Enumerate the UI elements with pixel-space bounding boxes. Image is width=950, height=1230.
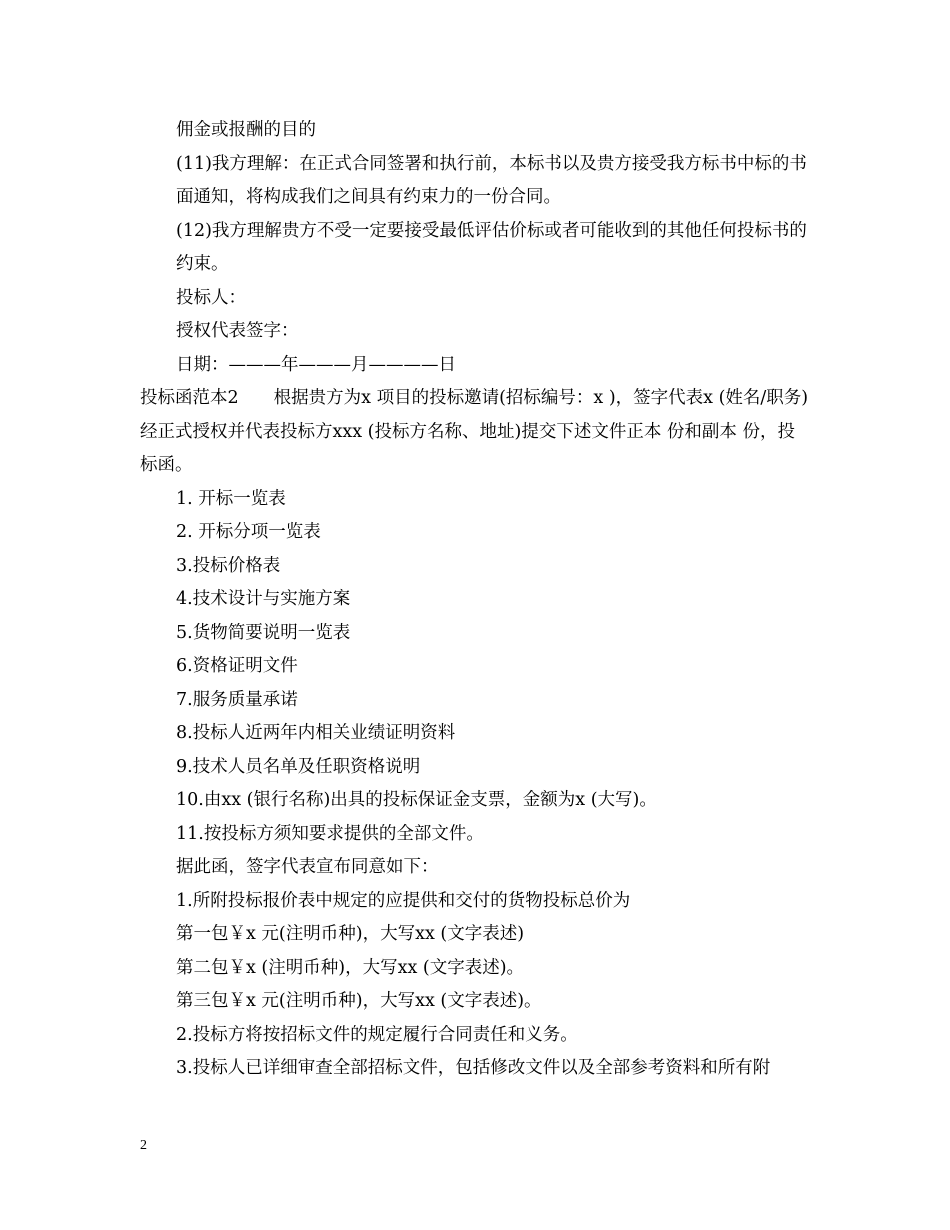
document-body [140,114,812,1086]
list-item: 3.投标人已详细审查全部招标文件，包括修改文件以及全部参考资料和所有附 [176,1058,771,1078]
paragraph: 佣金或报酬的目的 [176,120,316,140]
paragraph: (11)我方理解：在正式合同签署和执行前，本标书以及贵方接受我方标书中标的书面通知，将构成我们之间具有约束力的一份合同。 [176,153,807,207]
paragraph: 授权代表签字： [176,321,299,341]
list-item: 第一包￥x 元(注明币种)，大写xx (文字表述) [176,924,525,944]
list-item: 第三包￥x 元(注明币种)，大写xx (文字表述)。 [176,991,542,1011]
paragraph: 据此函，签字代表宣布同意如下： [176,857,439,877]
paragraph: 投标人： [176,287,246,308]
list-item: 6.资格证明文件 [176,656,298,676]
list-item: 2.投标方将按招标文件的规定履行合同责任和义务。 [176,1024,578,1045]
list-item: 第二包￥x (注明币种)，大写xx (文字表述)。 [176,957,525,978]
list-item: 4.技术设计与实施方案 [176,589,351,609]
page-number: 2 [140,1138,147,1153]
paragraph: (12)我方理解贵方不受一定要接受最低评估价标或者可能收到的其他任何投标书的约束。 [176,220,807,274]
paragraph: 日期：———年———月————日 [176,354,456,375]
list-item: 3.投标价格表 [176,555,281,576]
list-item: 5.货物简要说明一览表 [176,622,351,643]
list-item: 1.所附投标报价表中规定的应提供和交付的货物投标总价为 [176,890,631,911]
list-item: 1. 开标一览表 [176,488,286,509]
paragraph: 投标函范本2 根据贵方为x 项目的投标邀请(招标编号：x )，签字代表x (姓名/职务)经正式授权并代表投标方xxx (投标方名称、地址)提交下述文件正本 份和副本 份，投标函。 [140,388,809,475]
list-item: 2. 开标分项一览表 [176,522,321,542]
list-item: 8.投标人近两年内相关业绩证明资料 [176,723,456,743]
list-item: 10.由xx (银行名称)出具的投标保证金支票，金额为x (大写)。 [176,790,657,810]
list-item: 9.技术人员名单及任职资格说明 [176,756,421,777]
list-item: 11.按投标方须知要求提供的全部文件。 [176,823,484,844]
list-item: 7.服务质量承诺 [176,689,298,710]
